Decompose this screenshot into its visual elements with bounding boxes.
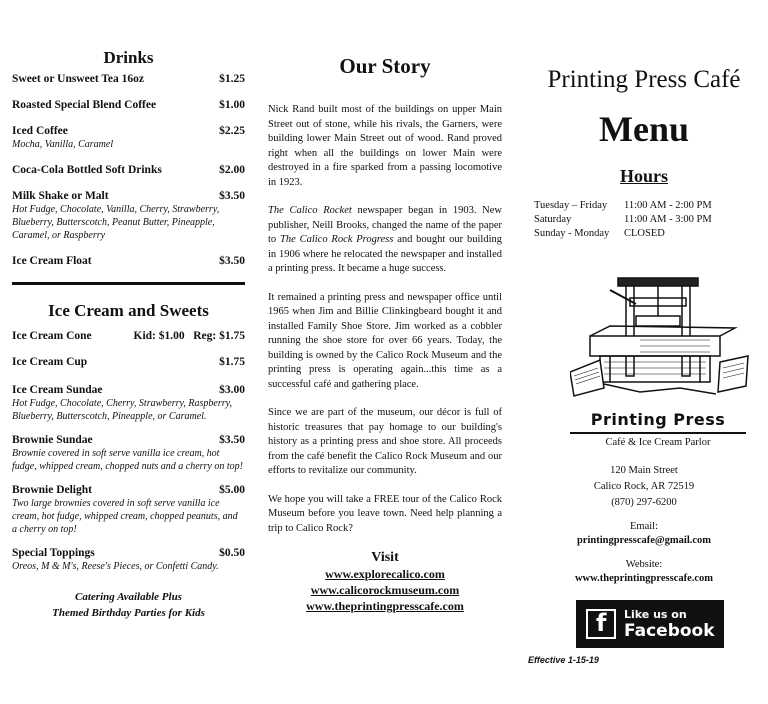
item-price: $3.50	[219, 190, 245, 202]
logo-subtitle: Café & Ice Cream Parlor	[605, 437, 711, 448]
visit-title: Visit	[371, 550, 399, 565]
item-name: Ice Cream Cup	[12, 356, 88, 368]
item-price: $5.00	[219, 484, 245, 496]
item-desc: Hot Fudge, Chocolate, Cherry, Strawberry, Raspberry, Blueberry, Butterscotch, Pineapple, or Caramel.	[12, 398, 232, 422]
hours-title: Hours	[619, 166, 668, 186]
info-panel	[520, 0, 768, 704]
facebook-icon: f	[586, 609, 616, 639]
logo-rule	[570, 432, 746, 434]
hours-time: 11:00 AM - 3:00 PM	[624, 214, 712, 225]
menu-item	[12, 483, 245, 536]
story-paragraph: We hope you will take a FREE tour of the Calico Rock Museum before you leave town. Need help planning a trip to Calico Rock?	[268, 493, 502, 534]
hours-row	[534, 213, 768, 227]
menu-item	[12, 124, 245, 151]
contact-block	[520, 464, 768, 586]
story-text: and bought our building in 1906 where he relocated the newspaper and installed a printing press. It became a huge success.	[268, 234, 502, 274]
hours-days: Sunday - Monday	[534, 228, 610, 239]
menu-title: Menu	[599, 109, 689, 149]
menu-item	[12, 355, 245, 369]
cafe-name: Printing Press Café	[547, 66, 741, 93]
hours-table	[534, 199, 768, 241]
catering-note	[12, 589, 245, 621]
item-price: $0.50	[219, 547, 245, 559]
story-paragraph: Nick Rand built most of the buildings on upper Main Street out of stone, while his rivals, the Garners, were building lower Main Street out of wood. Rand proved right when all the buildings on lower Main were destroyed in a fire sparked from a passing locomotive in 1923.	[268, 104, 502, 188]
drinks-title: Drinks	[103, 48, 154, 67]
catering-line-1: Catering Available Plus	[75, 591, 182, 603]
menu-item	[12, 163, 245, 177]
item-price: $3.50	[219, 255, 245, 267]
hours-time: CLOSED	[624, 228, 665, 239]
menu-item	[12, 329, 245, 343]
item-desc: Two large brownies covered in soft serve vanilla ice cream, hot fudge, whipped cream, chopped peanuts, and a cherry on top!	[12, 498, 238, 535]
item-desc: Oreos, M & M's, Reese's Pieces, or Confetti Candy.	[12, 561, 219, 572]
logo-block	[570, 410, 746, 450]
menu-item	[12, 383, 245, 423]
item-price: $3.00	[219, 384, 245, 396]
story-paragraph	[268, 204, 502, 277]
sweets-title: Ice Cream and Sweets	[48, 301, 209, 320]
newspaper-name: The Calico Rocket	[268, 205, 352, 216]
item-name: Ice Cream Float	[12, 255, 92, 267]
story-panel	[262, 0, 508, 704]
website-label: Website:	[625, 559, 663, 570]
item-price: $1.75	[219, 356, 245, 368]
website-address[interactable]: www.theprintingpresscafe.com	[574, 573, 714, 584]
catering-line-2: Themed Birthday Parties for Kids	[52, 607, 205, 619]
hours-row	[534, 199, 768, 213]
item-price: $1.25	[219, 73, 245, 85]
effective-date: Effective 1-15-19	[528, 655, 599, 665]
item-name: Roasted Special Blend Coffee	[12, 99, 157, 111]
item-name: Sweet or Unsweet Tea 16oz	[12, 73, 145, 85]
menu-item	[12, 72, 245, 86]
hours-days: Tuesday – Friday	[534, 200, 608, 211]
item-name: Coca-Cola Bottled Soft Drinks	[12, 164, 162, 176]
item-name: Iced Coffee	[12, 125, 68, 137]
item-desc: Hot Fudge, Chocolate, Vanilla, Cherry, Strawberry, Blueberry, Butterscotch, Peanut Butter, Pineapple, Caramel, or Raspberry	[12, 204, 220, 241]
facebook-name: Facebook	[624, 620, 715, 641]
facebook-like-text: Like us on	[624, 607, 687, 621]
hours-time: 11:00 AM - 2:00 PM	[624, 200, 712, 211]
story-text: newspaper began in 1903. New publisher, Neill Brooks, changed the name of the paper to	[268, 205, 503, 245]
item-desc: Mocha, Vanilla, Caramel	[12, 139, 114, 150]
menu-item	[12, 98, 245, 112]
hours-row	[534, 227, 768, 241]
item-name: Special Toppings	[12, 547, 95, 559]
email-label: Email:	[630, 521, 658, 532]
hours-days: Saturday	[534, 214, 572, 225]
item-price-reg: Reg: $1.75	[193, 330, 245, 342]
facebook-badge[interactable]	[576, 600, 724, 648]
printing-press-illustration	[570, 276, 750, 406]
item-desc: Brownie covered in soft serve vanilla ice cream, hot fudge, whipped cream, chopped nuts and a cherry on top!	[12, 448, 243, 472]
address-line-2: Calico Rock, AR 72519	[593, 481, 695, 492]
newspaper-name: The Calico Rock Progress	[280, 234, 394, 245]
menu-item	[12, 546, 245, 573]
link-explorecalico[interactable]: www.explorecalico.com	[325, 567, 445, 581]
item-name: Milk Shake or Malt	[12, 190, 109, 202]
email-address[interactable]: printingpresscafe@gmail.com	[576, 535, 712, 546]
drinks-panel	[0, 0, 255, 704]
item-name: Brownie Delight	[12, 484, 92, 496]
item-price: $3.50	[219, 434, 245, 446]
address-line-1: 120 Main Street	[610, 465, 678, 476]
section-divider	[12, 282, 245, 285]
menu-item	[12, 189, 245, 242]
logo-name: Printing Press	[590, 410, 726, 429]
story-paragraph: It remained a printing press and newspaper office until 1965 when Jim and Billie Clinkingbeard bought it and installed Family Shoe Store. Jim worked as a cobbler running the shoe store for over 66 years. Today, the building is owned by the Calico Rock Museum and the printing press is operating again...this time as a successful café and gathering place.	[268, 291, 502, 390]
link-calicorockmuseum[interactable]: www.calicorockmuseum.com	[310, 583, 460, 597]
item-name: Ice Cream Cone	[12, 330, 92, 342]
link-printingpresscafe[interactable]: www.theprintingpresscafe.com	[306, 599, 464, 613]
item-price: $2.25	[219, 125, 245, 137]
item-name: Brownie Sundae	[12, 434, 93, 446]
item-price: $2.00	[219, 164, 245, 176]
item-price: $1.00	[219, 99, 245, 111]
menu-item	[12, 254, 245, 268]
story-title: Our Story	[339, 54, 431, 78]
item-name: Ice Cream Sundae	[12, 384, 103, 396]
menu-item	[12, 433, 245, 473]
story-paragraph: Since we are part of the museum, our décor is full of historic treasures that pay homage to our building's history as a printing press and shoe store. All proceeds from the café benefit the Calico Rock Museum and our efforts to revitalize our community.	[268, 407, 502, 476]
item-price-kid: Kid: $1.00	[133, 330, 185, 342]
phone-number: (870) 297-6200	[611, 497, 677, 508]
